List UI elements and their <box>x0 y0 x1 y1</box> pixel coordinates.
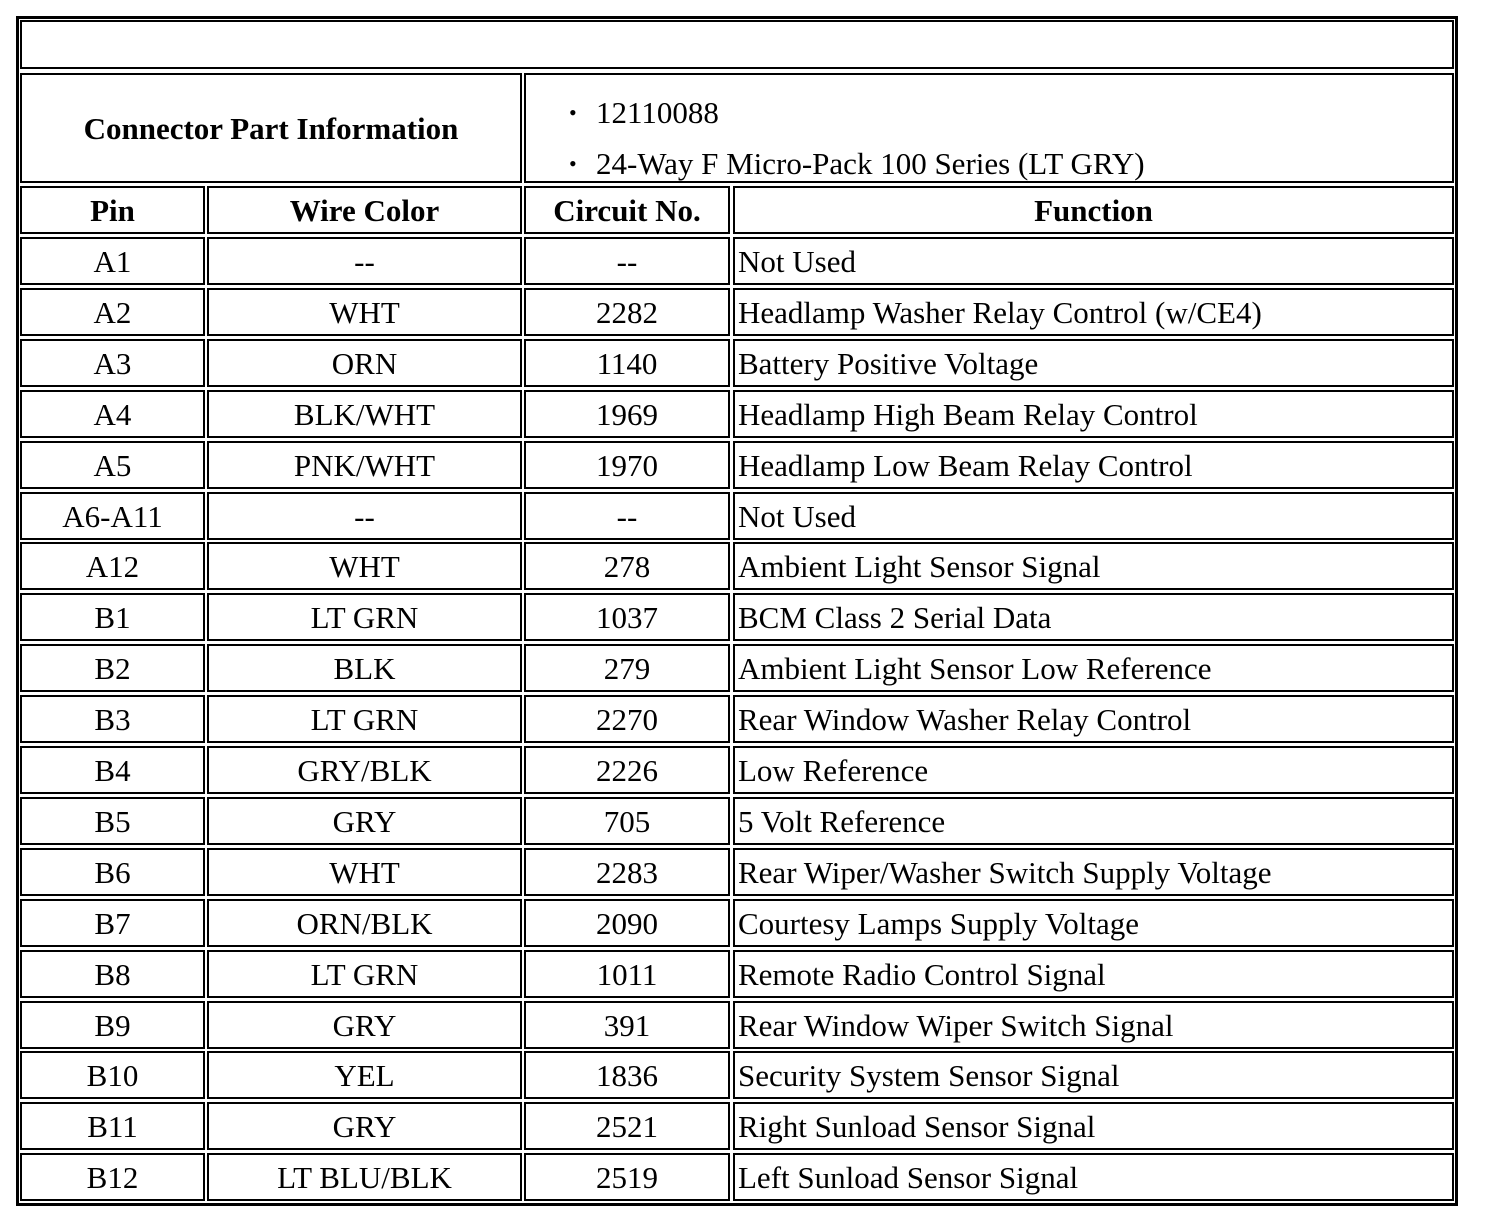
row-pin-cell: A2 <box>20 288 205 336</box>
row-pin-cell: A5 <box>20 441 205 489</box>
row-function-cell: Not Used <box>733 492 1454 540</box>
row-function-cell: Battery Positive Voltage <box>733 339 1454 387</box>
row-function-cell: Left Sunload Sensor Signal <box>733 1153 1454 1201</box>
row-circuit-cell: -- <box>524 237 730 285</box>
row-circuit-cell: 2283 <box>524 848 730 896</box>
header-function: Function <box>733 186 1454 234</box>
row-color-cell: YEL <box>207 1051 522 1099</box>
row-color-cell: ORN <box>207 339 522 387</box>
row-pin-cell: B4 <box>20 746 205 794</box>
row-color-cell: WHT <box>207 288 522 336</box>
row-circuit-cell: 278 <box>524 542 730 590</box>
row-circuit-cell: 1011 <box>524 950 730 998</box>
row-circuit-cell: 2270 <box>524 695 730 743</box>
row-pin-cell: B1 <box>20 593 205 641</box>
row-circuit-cell: 391 <box>524 1001 730 1049</box>
table-title-cell <box>20 20 1454 69</box>
row-pin-cell: B6 <box>20 848 205 896</box>
row-pin-cell: B9 <box>20 1001 205 1049</box>
row-function-cell: Headlamp High Beam Relay Control <box>733 390 1454 438</box>
connector-part-number: • 12110088 <box>596 87 1452 138</box>
row-function-cell: Ambient Light Sensor Signal <box>733 542 1454 590</box>
row-function-cell: Rear Window Washer Relay Control <box>733 695 1454 743</box>
row-circuit-cell: 2090 <box>524 899 730 947</box>
row-circuit-cell: 705 <box>524 797 730 845</box>
row-circuit-cell: -- <box>524 492 730 540</box>
row-function-cell: Ambient Light Sensor Low Reference <box>733 644 1454 692</box>
row-pin-cell: B3 <box>20 695 205 743</box>
row-pin-cell: B8 <box>20 950 205 998</box>
row-color-cell: WHT <box>207 848 522 896</box>
row-circuit-cell: 1140 <box>524 339 730 387</box>
row-circuit-cell: 1970 <box>524 441 730 489</box>
row-circuit-cell: 1037 <box>524 593 730 641</box>
row-function-cell: Right Sunload Sensor Signal <box>733 1102 1454 1150</box>
row-pin-cell: A6-A11 <box>20 492 205 540</box>
header-circuit-no: Circuit No. <box>524 186 730 234</box>
row-pin-cell: B11 <box>20 1102 205 1150</box>
row-color-cell: BLK/WHT <box>207 390 522 438</box>
row-circuit-cell: 2521 <box>524 1102 730 1150</box>
row-pin-cell: A1 <box>20 237 205 285</box>
header-wire-color: Wire Color <box>207 186 522 234</box>
row-function-cell: Headlamp Low Beam Relay Control <box>733 441 1454 489</box>
connector-description: • 24-Way F Micro-Pack 100 Series (LT GRY) <box>596 138 1452 183</box>
row-color-cell: BLK <box>207 644 522 692</box>
row-circuit-cell: 2282 <box>524 288 730 336</box>
row-circuit-cell: 2226 <box>524 746 730 794</box>
row-color-cell: GRY <box>207 1102 522 1150</box>
row-function-cell: 5 Volt Reference <box>733 797 1454 845</box>
row-function-cell: Not Used <box>733 237 1454 285</box>
connector-part-info <box>524 73 1454 183</box>
row-color-cell: GRY <box>207 1001 522 1049</box>
row-color-cell: LT GRN <box>207 593 522 641</box>
row-color-cell: LT BLU/BLK <box>207 1153 522 1201</box>
row-function-cell: Courtesy Lamps Supply Voltage <box>733 899 1454 947</box>
row-circuit-cell: 1836 <box>524 1051 730 1099</box>
header-pin: Pin <box>20 186 205 234</box>
row-function-cell: Rear Wiper/Washer Switch Supply Voltage <box>733 848 1454 896</box>
connector-part-label: Connector Part Information <box>20 73 522 183</box>
row-function-cell: Rear Window Wiper Switch Signal <box>733 1001 1454 1049</box>
row-pin-cell: A3 <box>20 339 205 387</box>
row-pin-cell: B7 <box>20 899 205 947</box>
row-color-cell: LT GRN <box>207 950 522 998</box>
row-color-cell: LT GRN <box>207 695 522 743</box>
row-color-cell: GRY/BLK <box>207 746 522 794</box>
row-color-cell: WHT <box>207 542 522 590</box>
row-function-cell: Security System Sensor Signal <box>733 1051 1454 1099</box>
row-circuit-cell: 2519 <box>524 1153 730 1201</box>
row-function-cell: Headlamp Washer Relay Control (w/CE4) <box>733 288 1454 336</box>
row-pin-cell: B12 <box>20 1153 205 1201</box>
row-color-cell: -- <box>207 237 522 285</box>
row-color-cell: ORN/BLK <box>207 899 522 947</box>
row-circuit-cell: 1969 <box>524 390 730 438</box>
row-pin-cell: A4 <box>20 390 205 438</box>
row-pin-cell: B5 <box>20 797 205 845</box>
row-function-cell: Remote Radio Control Signal <box>733 950 1454 998</box>
row-color-cell: PNK/WHT <box>207 441 522 489</box>
row-pin-cell: A12 <box>20 542 205 590</box>
row-function-cell: Low Reference <box>733 746 1454 794</box>
row-color-cell: GRY <box>207 797 522 845</box>
row-pin-cell: B2 <box>20 644 205 692</box>
row-pin-cell: B10 <box>20 1051 205 1099</box>
row-color-cell: -- <box>207 492 522 540</box>
row-circuit-cell: 279 <box>524 644 730 692</box>
row-function-cell: BCM Class 2 Serial Data <box>733 593 1454 641</box>
